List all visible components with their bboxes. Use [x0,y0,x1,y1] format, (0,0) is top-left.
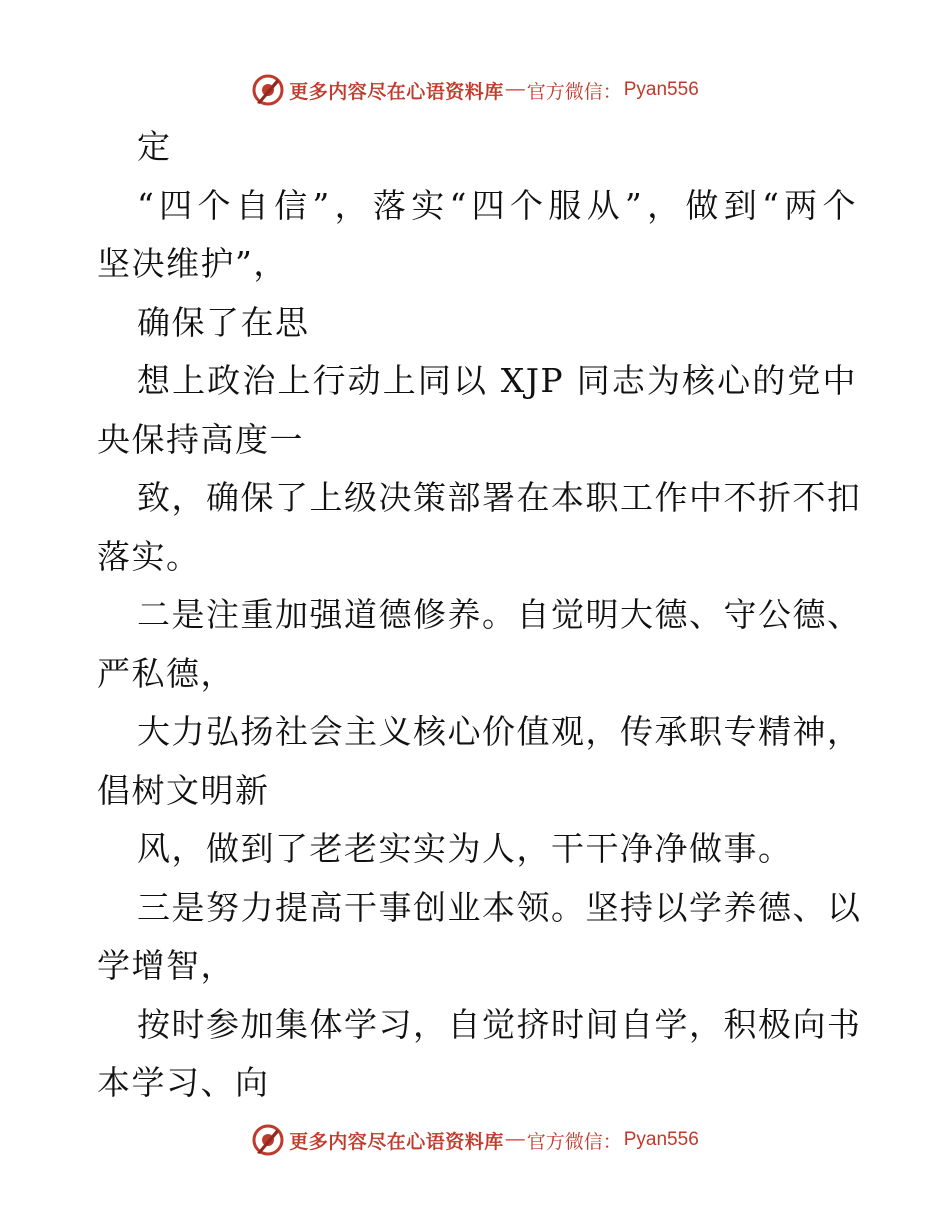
document-body [97,118,862,1113]
text-line: 风，做到了老老实实为人，干干净净做事。 [137,829,793,868]
text-line: 本学习、向 [97,1063,270,1102]
text-line: 致，确保了上级决策部署在本职工作中不折不扣 [137,478,862,517]
watermark-dash: — [505,1129,525,1150]
text-line: 三是努力提高干事创业本领。坚持以学养德、以 [137,887,862,927]
watermark-brand: 更多内容尽在心语资料库 [289,80,504,103]
text-line: 落实。 [97,536,201,576]
text-line: 确保了在思 [137,302,310,342]
quill-logo-icon [251,1123,285,1157]
watermark-wechat-label: 官方微信： [526,1130,622,1153]
text-line: 按时参加集体学习，自觉挤时间自学，积极向书 [137,1004,862,1044]
text-line: 定 [137,127,172,166]
watermark-dash: — [505,79,525,100]
text-line: 大力弘扬社会主义核心价值观，传承职专精神， [137,712,862,751]
watermark-wechat-id: Pyan556 [623,1129,699,1150]
watermark-wechat-id: Pyan556 [623,79,699,100]
text-line: 央保持高度一 [97,419,304,459]
text-line: “四个自信”，落实“四个服从”，做到“两个 [137,185,857,225]
text-line: 倡树文明新 [97,770,270,810]
quill-logo-icon [251,73,285,107]
text-line: 想上政治上行动上同以 XJP 同志为核心的党中 [137,361,857,400]
text-line: 学增智， [97,946,235,985]
footer-watermark [0,1120,950,1160]
header-watermark [0,70,950,110]
watermark-brand: 更多内容尽在心语资料库 [289,1130,504,1153]
text-line: 坚决维护”， [97,244,288,283]
text-line: 严私德， [97,653,235,693]
watermark-wechat-label: 官方微信： [526,80,622,103]
text-line: 二是注重加强道德修养。自觉明大德、守公德、 [137,595,862,634]
